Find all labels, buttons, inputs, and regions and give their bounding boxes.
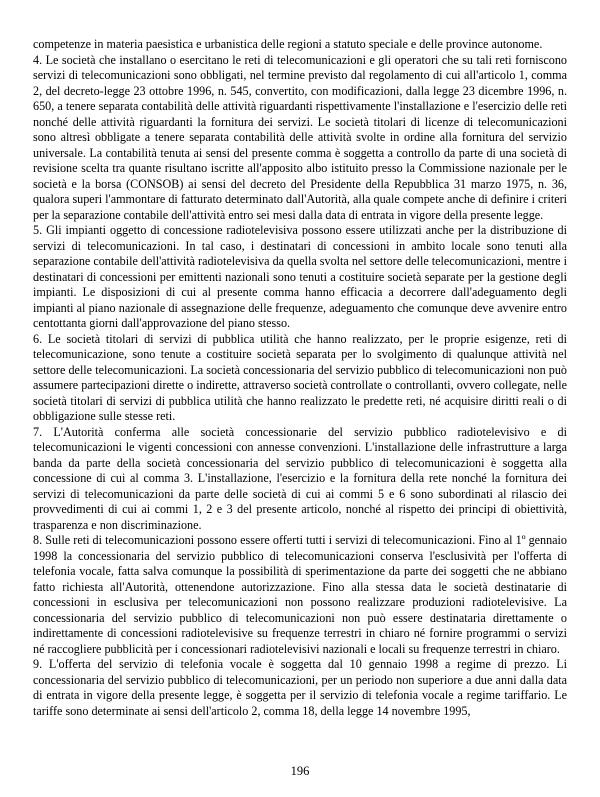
body-text — [33, 37, 567, 719]
paragraph-comma-5: 5. Gli impianti oggetto di concessione radiotelevisiva possono essere utilizzati anche per la distribuzione di servizi di telecomunicazioni. In tal caso, i destinatari di concessioni in ambito locale sono tenuti alla separazione contabile dell'attività radiotelevisiva da quella svolta nel settore delle telecomunicazioni, mentre i destinatari di concessioni per emittenti nazionali sono tenuti a costituire società separate per la gestione degli impianti. Le disposizioni di cui al presente comma hanno efficacia a decorrere dall'adeguamento degli impianti al piano nazionale di assegnazione delle frequenze, adeguamento che comunque deve avvenire entro centottanta giorni dall'approvazione del piano stesso. — [33, 223, 567, 330]
paragraph-comma-6: 6. Le società titolari di servizi di pubblica utilità che hanno realizzato, per le proprie esigenze, reti di telecomunicazione, sono tenute a costituire società separata per lo svolgimento di qualunque attività nel settore delle telecomunicazioni. La società concessionaria del servizio pubblico di telecomunicazioni non può assumere partecipazioni dirette o indirette, attraverso società controllate o controllanti, ovvero collegate, nelle società titolari di servizi di pubblica utilità che hanno realizzato le predette reti, né acquisire diritti reali o di obbligazione sulle stesse reti. — [33, 331, 567, 423]
paragraph-comma-8: 8. Sulle reti di telecomunicazioni possono essere offerti tutti i servizi di telecomunicazioni. Fino al 1º gennaio 1998 la concessionaria del servizio pubblico di telecomunicazioni conserva l'esclusività per l'offerta di telefonia vocale, fatta salva comunque la possibilità di sperimentazione da parte dei soggetti che ne abbiano fatto richiesta all'Autorità, ottenendone autorizzazione. Fino alla stessa data le società destinatarie di concessioni in esclusiva per telecomunicazioni non possono realizzare produzioni radiotelevisive. La concessionaria del servizio pubblico di telecomunicazioni non può essere destinataria direttamente o indirettamente di concessioni radiotelevisive su frequenze terrestri in chiaro né fornire programmi o servizi né raccogliere pubblicità per i concessionari radiotelevisivi nazionali e locali su frequenze terrestri in chiaro. — [33, 533, 567, 656]
paragraph-comma-9: 9. L'offerta del servizio di telefonia vocale è soggetta dal 10 gennaio 1998 a regime di prezzo. Li concessionaria del servizio pubblico di telecomunicazioni, per un periodo non superiore a due anni dalla data di entrata in vigore della presente legge, è soggetta per il servizio di telefonia vocale a regime tariffario. Le tariffe sono determinate ai sensi dell'articolo 2, comma 18, della legge 14 novembre 1995, — [33, 657, 567, 718]
page-number: 196 — [290, 764, 310, 778]
paragraph-comma-7: 7. L'Autorità conferma alle società concessionarie del servizio pubblico radiotelevisivo e di telecomunicazioni le vigenti concessioni con annesse convenzioni. L'installazione delle infrastrutture a larga banda da parte della società concessionaria del servizio pubblico di telecomunicazioni è soggetta alla concessione di cui al comma 3. L'installazione, l'esercizio e la fornitura della rete nonché la fornitura dei servizi di telecomunicazioni da parte delle società di cui ai commi 5 e 6 sono subordinati al rilascio dei provvedimenti di cui ai commi 1, 2 e 3 del presente articolo, nonché al rispetto dei principi di obiettività, trasparenza e non discriminazione. — [33, 424, 567, 532]
paragraph-comma-4: 4. Le società che installano o esercitano le reti di telecomunicazioni e gli operatori che su tali reti forniscono servizi di telecomunicazioni sono obbligati, nel termine previsto dal regolamento di cui all'articolo 1, comma 2, del decreto-legge 23 ottobre 1996, n. 545, convertito, con modificazioni, dalla legge 23 dicembre 1996, n. 650, a tenere separata contabilità delle attività riguardanti rispettivamente l'installazione e l'esercizio delle reti nonché delle attività riguardanti la fornitura dei servizi. Le società titolari di licenze di telecomunicazioni sono altresì obbligate a tenere separata contabilità delle attività svolte in ordine alla fornitura del servizio universale. La contabilità tenuta ai sensi del presente comma è soggetta a controllo da parte di una società di revisione scelta tra quante risultano iscritte all'apposito albo istituito presso la Commissione nazionale per le società e la borsa (CONSOB) ai sensi del decreto del Presidente della Repubblica 31 marzo 1975, n. 36, qualora superi l'ammontare di fatturato determinato dall'Autorità, alla quale compete anche di definire i criteri per la separazione contabile dell'attività entro sei mesi dalla data di entrata in vigore della presente legge. — [33, 52, 567, 222]
paragraph-continuation: competenze in materia paesistica e urbanistica delle regioni a statuto speciale e delle province autonome. — [33, 37, 543, 51]
